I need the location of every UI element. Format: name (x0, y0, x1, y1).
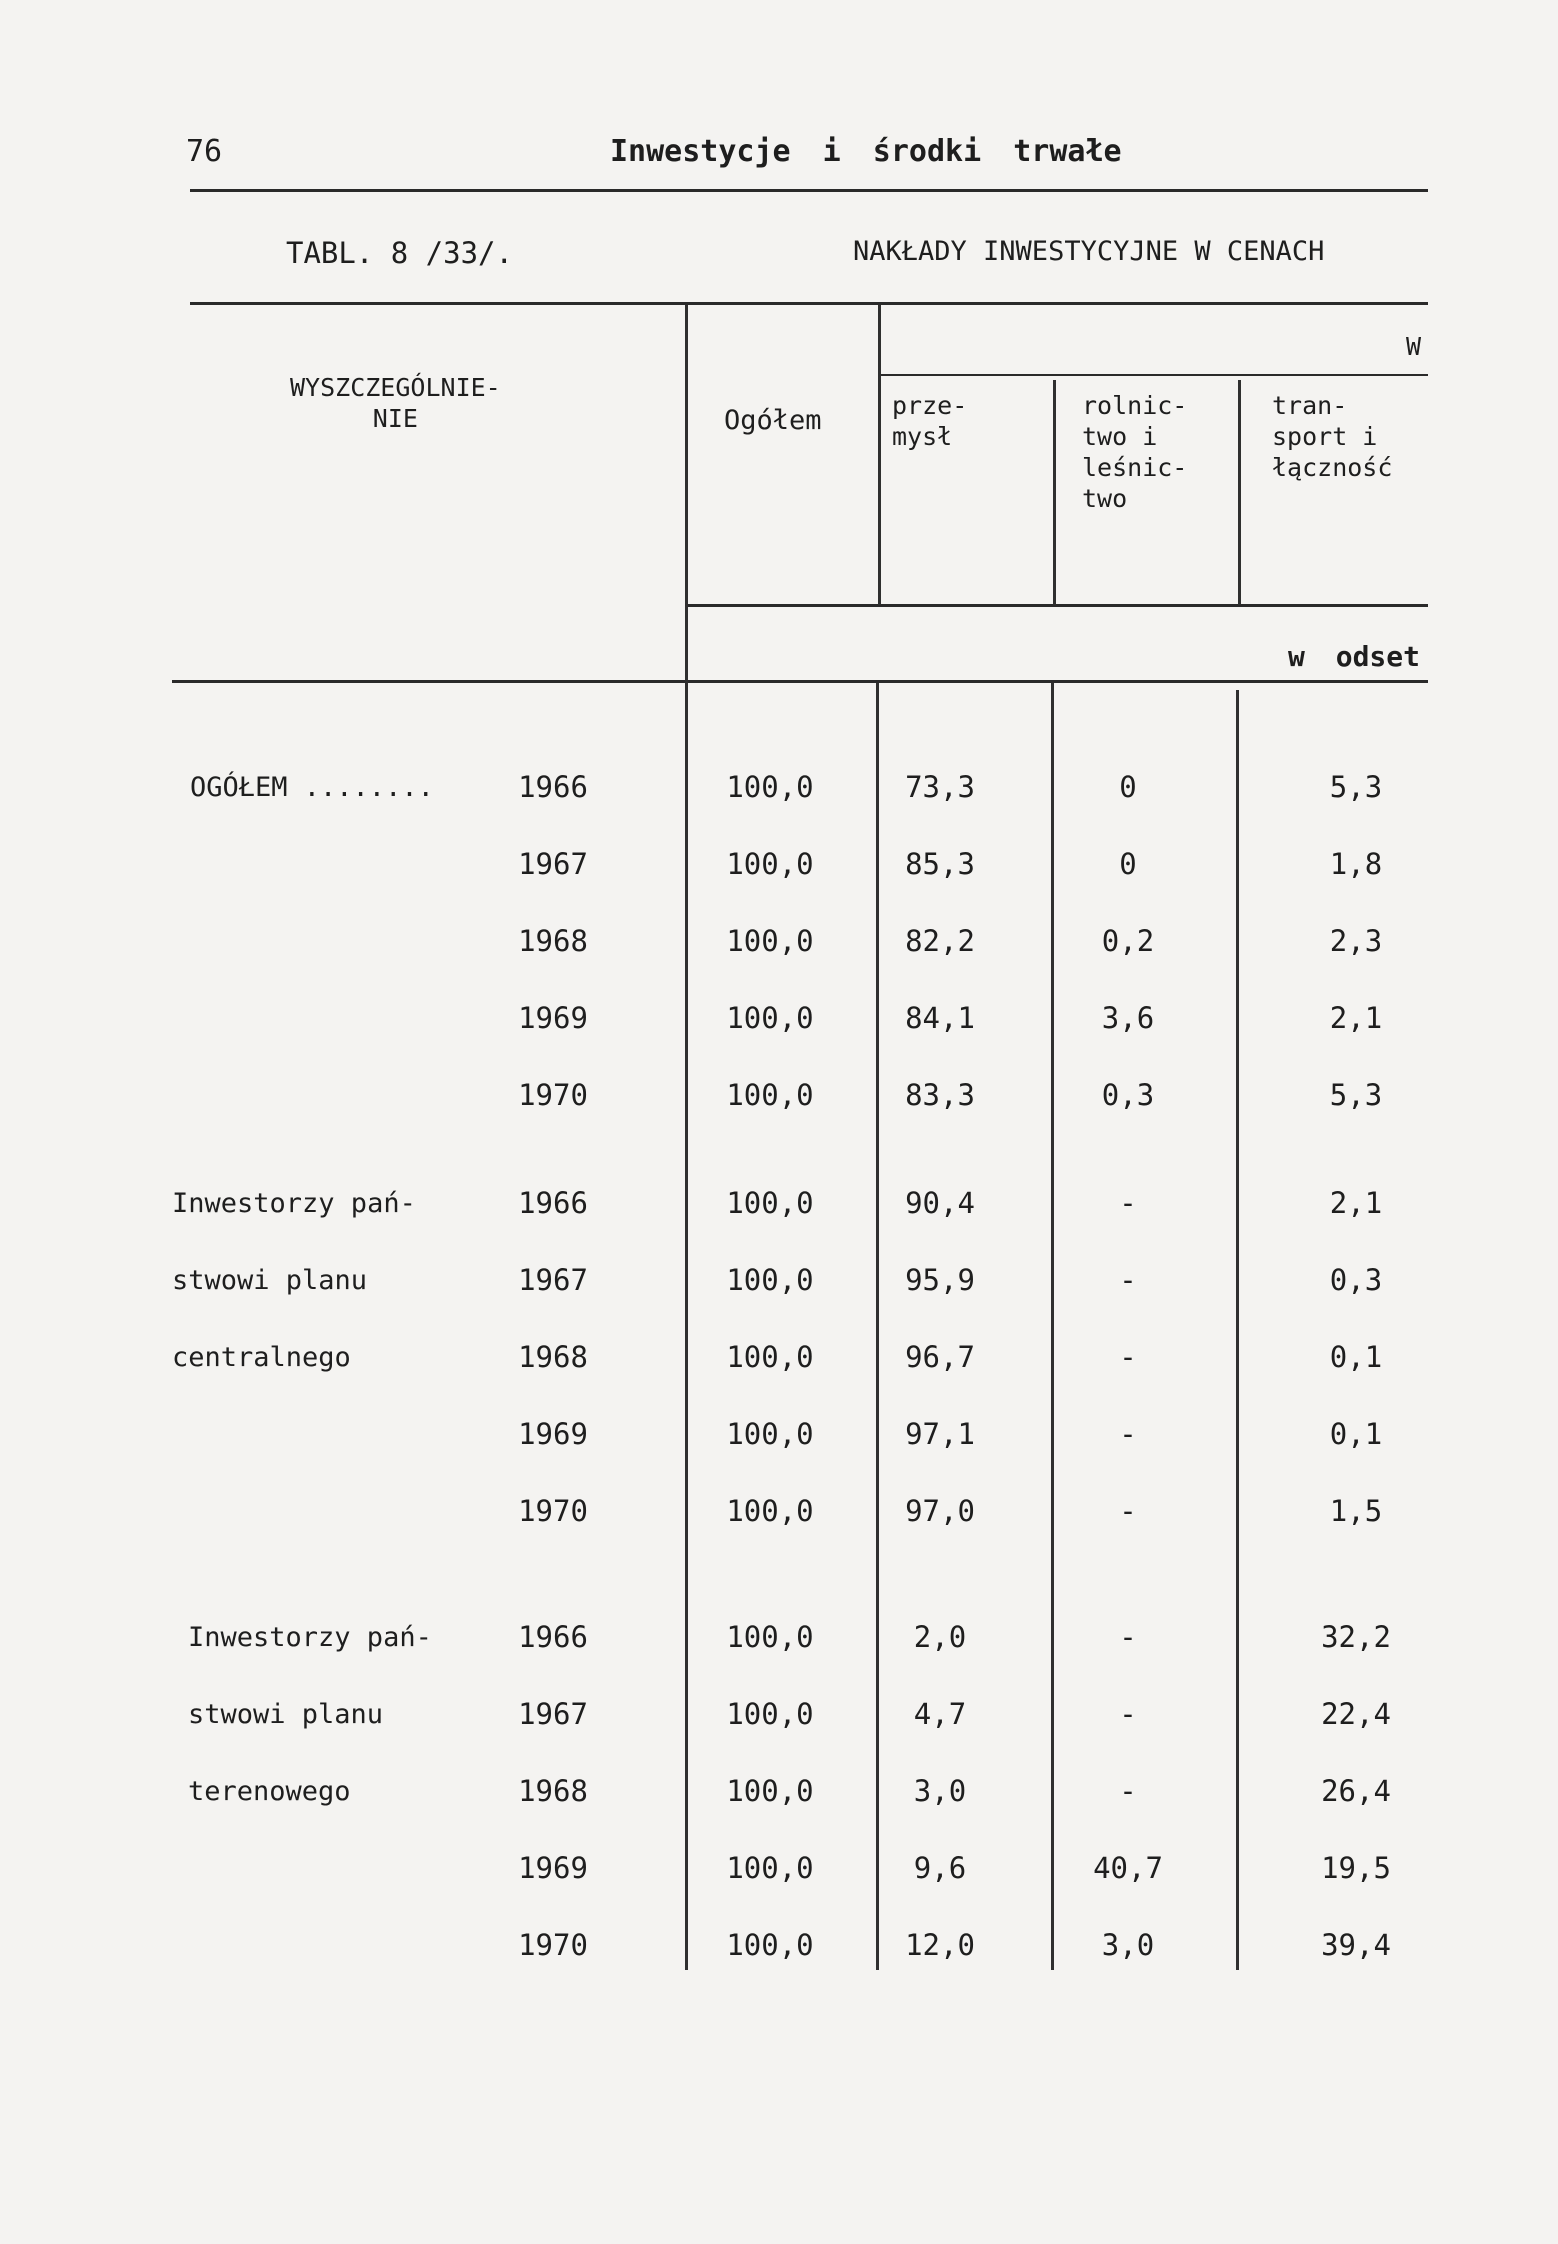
cell-total: 100,0 (726, 1340, 814, 1374)
table-row (0, 1340, 1558, 1400)
cell-przemysl: 85,3 (905, 847, 975, 881)
table-id: TABL. 8 /33/. (286, 236, 513, 270)
table-row (0, 924, 1558, 984)
table-row (0, 1851, 1558, 1911)
table-row (0, 1774, 1558, 1834)
column-header-przemysl: prze- mysł (892, 391, 968, 451)
table-row (0, 1001, 1558, 1061)
cell-rolnictwo: 0,3 (1101, 1078, 1155, 1112)
cell-year: 1967 (518, 847, 588, 881)
cell-total: 100,0 (726, 1263, 814, 1297)
cell-year: 1966 (518, 770, 588, 804)
unit-label: w odset (1288, 640, 1421, 673)
cell-year: 1967 (518, 1697, 588, 1731)
cell-przemysl: 96,7 (905, 1340, 975, 1374)
row-group-label: OGÓŁEM ........ (190, 772, 434, 803)
cell-total: 100,0 (726, 1928, 814, 1962)
column-divider-rolnictwo (1053, 380, 1056, 605)
cell-year: 1966 (518, 1620, 588, 1654)
cell-transport: 5,3 (1329, 1078, 1383, 1112)
cell-total: 100,0 (726, 1078, 814, 1112)
cell-przemysl: 3,0 (913, 1774, 967, 1808)
table-row (0, 1263, 1558, 1323)
cell-transport: 39,4 (1321, 1928, 1391, 1962)
cell-transport: 2,1 (1329, 1186, 1383, 1220)
cell-przemysl: 84,1 (905, 1001, 975, 1035)
cell-przemysl: 2,0 (913, 1620, 967, 1654)
table-row (0, 1186, 1558, 1246)
table-row (0, 1620, 1558, 1680)
cell-przemysl: 90,4 (905, 1186, 975, 1220)
row-group-label: Inwestorzy pań- (188, 1622, 432, 1653)
cell-rolnictwo: - (1119, 1186, 1137, 1220)
table-row (0, 1697, 1558, 1757)
cell-rolnictwo: - (1119, 1774, 1137, 1808)
cell-transport: 1,8 (1329, 847, 1383, 881)
cell-year: 1970 (518, 1928, 588, 1962)
table-row (0, 847, 1558, 907)
cell-total: 100,0 (726, 847, 814, 881)
columns-bottom-rule (686, 604, 1428, 607)
cell-year: 1966 (518, 1186, 588, 1220)
cell-przemysl: 97,1 (905, 1417, 975, 1451)
cell-total: 100,0 (726, 770, 814, 804)
cell-transport: 2,3 (1329, 924, 1383, 958)
cell-year: 1967 (518, 1263, 588, 1297)
cell-rolnictwo: 40,7 (1093, 1851, 1163, 1885)
cell-total: 100,0 (726, 1851, 814, 1885)
cell-przemysl: 4,7 (913, 1697, 967, 1731)
header-rule (190, 189, 1428, 192)
row-group-label: Inwestorzy pań- (172, 1188, 416, 1219)
column-divider-transport (1238, 380, 1241, 605)
group-header-rule (880, 374, 1428, 376)
cell-year: 1968 (518, 1774, 588, 1808)
row-group-label: stwowi planu (172, 1265, 368, 1296)
table-top-rule (190, 302, 1428, 305)
cell-year: 1970 (518, 1494, 588, 1528)
table-row (0, 770, 1558, 830)
column-header-rolnictwo: rolnic- two i leśnic- two (1082, 391, 1188, 513)
page-number: 76 (186, 134, 223, 169)
cell-przemysl: 9,6 (913, 1851, 967, 1885)
cell-przemysl: 95,9 (905, 1263, 975, 1297)
cell-transport: 1,5 (1329, 1494, 1383, 1528)
cell-transport: 19,5 (1321, 1851, 1391, 1885)
cell-total: 100,0 (726, 1417, 814, 1451)
cell-transport: 5,3 (1329, 770, 1383, 804)
column-divider-przemysl (878, 305, 881, 605)
cell-przemysl: 73,3 (905, 770, 975, 804)
cell-transport: 32,2 (1321, 1620, 1391, 1654)
cell-przemysl: 97,0 (905, 1494, 975, 1528)
header-bottom-rule (172, 680, 1428, 683)
cell-rolnictwo: 0 (1119, 847, 1137, 881)
cell-year: 1968 (518, 1340, 588, 1374)
cell-total: 100,0 (726, 1774, 814, 1808)
cell-year: 1970 (518, 1078, 588, 1112)
column-header-transport: tran- sport i łączność (1272, 391, 1393, 482)
cell-rolnictwo: - (1119, 1620, 1137, 1654)
cell-przemysl: 83,3 (905, 1078, 975, 1112)
cell-total: 100,0 (726, 1001, 814, 1035)
cell-total: 100,0 (726, 1186, 814, 1220)
table-title: NAKŁADY INWESTYCYJNE W CENACH (853, 236, 1325, 267)
cell-rolnictwo: - (1119, 1417, 1137, 1451)
cell-transport: 26,4 (1321, 1774, 1391, 1808)
cell-przemysl: 12,0 (905, 1928, 975, 1962)
cell-total: 100,0 (726, 924, 814, 958)
cell-transport: 0,1 (1329, 1417, 1383, 1451)
stub-header: WYSZCZEGÓLNIE- NIE (290, 373, 501, 433)
cell-rolnictwo: - (1119, 1494, 1137, 1528)
table-row (0, 1494, 1558, 1554)
group-header-prefix: W (1406, 332, 1422, 361)
table-row (0, 1417, 1558, 1477)
row-group-label: terenowego (188, 1776, 351, 1807)
table-row (0, 1928, 1558, 1988)
cell-year: 1969 (518, 1851, 588, 1885)
cell-year: 1969 (518, 1417, 588, 1451)
cell-year: 1969 (518, 1001, 588, 1035)
cell-rolnictwo: 0 (1119, 770, 1137, 804)
cell-transport: 0,3 (1329, 1263, 1383, 1297)
running-title: Inwestycje i środki trwałe (610, 134, 1122, 169)
cell-year: 1968 (518, 924, 588, 958)
cell-przemysl: 82,2 (905, 924, 975, 958)
cell-rolnictwo: - (1119, 1340, 1137, 1374)
column-header-total: Ogółem (724, 405, 822, 436)
cell-rolnictwo: 3,6 (1101, 1001, 1155, 1035)
cell-transport: 2,1 (1329, 1001, 1383, 1035)
cell-transport: 22,4 (1321, 1697, 1391, 1731)
cell-rolnictwo: 0,2 (1101, 924, 1155, 958)
cell-rolnictwo: - (1119, 1697, 1137, 1731)
cell-rolnictwo: - (1119, 1263, 1137, 1297)
cell-total: 100,0 (726, 1494, 814, 1528)
row-group-label: centralnego (172, 1342, 351, 1373)
cell-transport: 0,1 (1329, 1340, 1383, 1374)
cell-total: 100,0 (726, 1697, 814, 1731)
cell-total: 100,0 (726, 1620, 814, 1654)
table-row (0, 1078, 1558, 1138)
cell-rolnictwo: 3,0 (1101, 1928, 1155, 1962)
row-group-label: stwowi planu (188, 1699, 384, 1730)
